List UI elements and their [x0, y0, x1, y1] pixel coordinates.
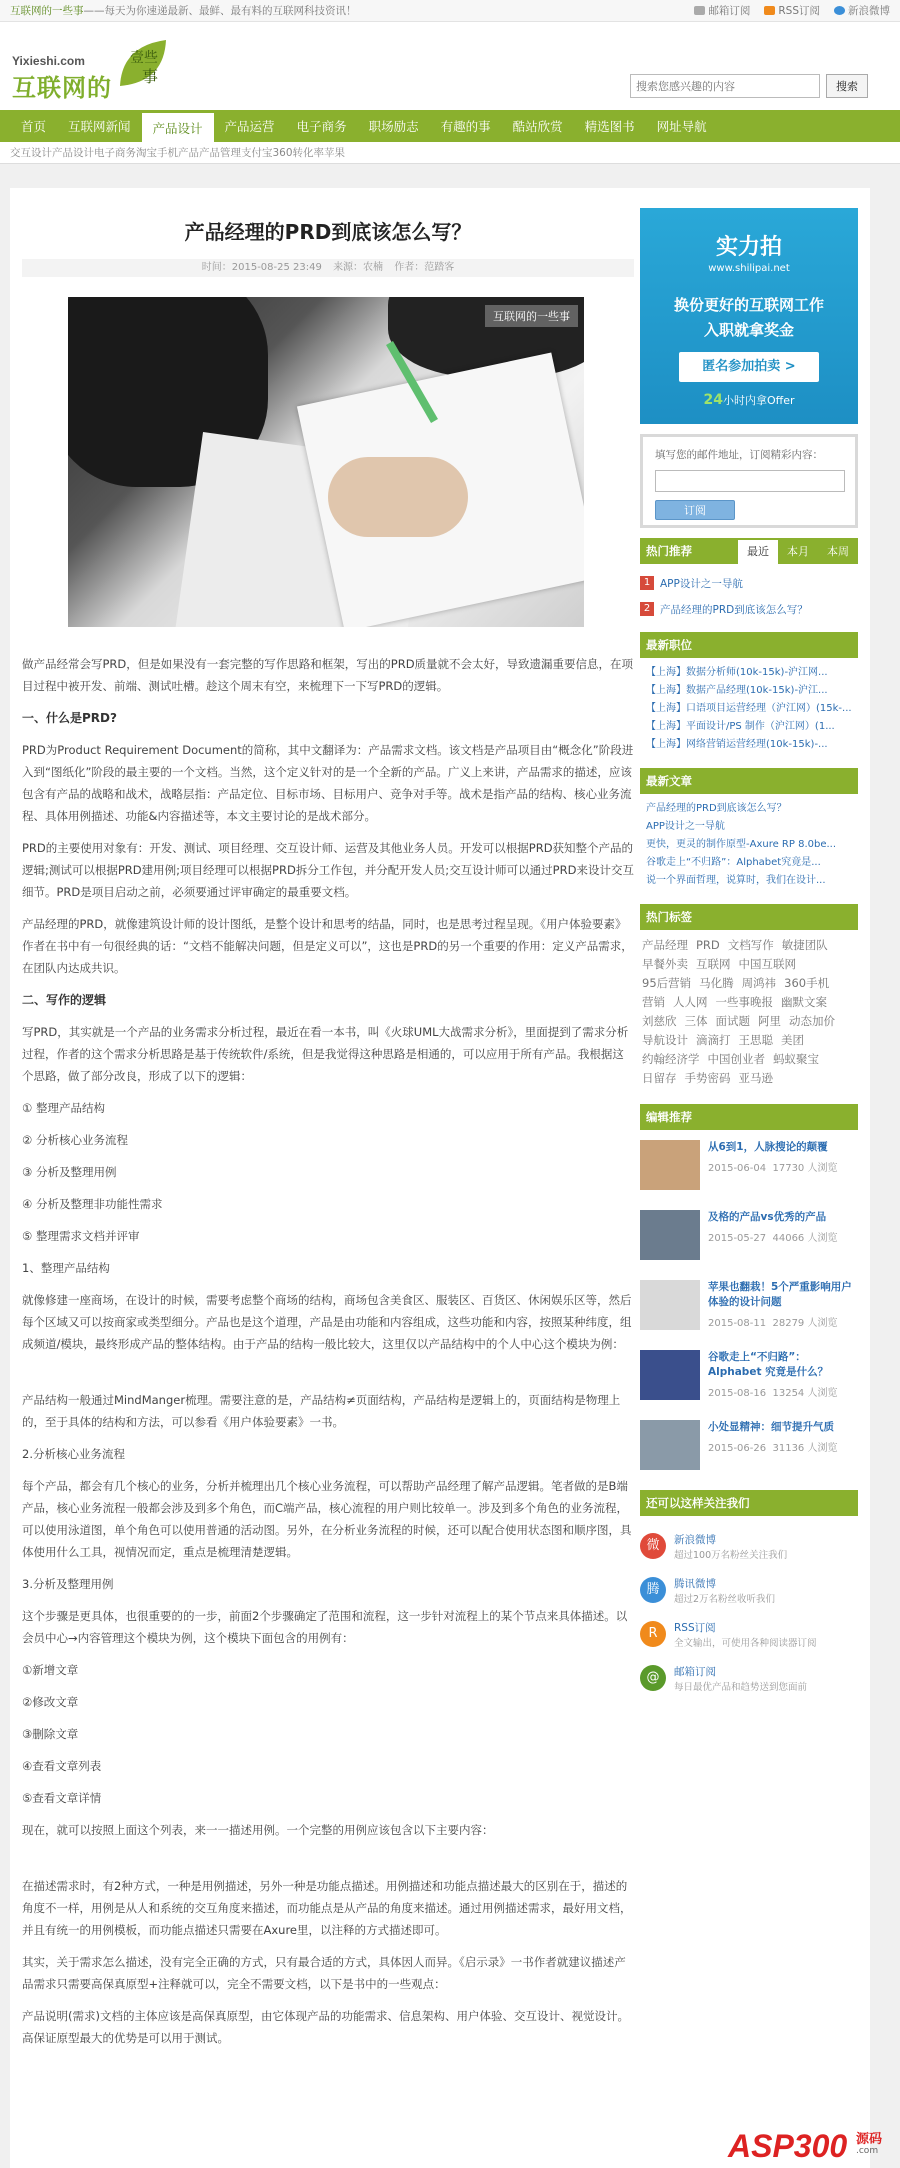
paragraph: 其实，关于需求怎么描述，没有完全正确的方式，只有最合适的方式，具体因人而异。《启示录》一书作者就建议描述产品需求只需要高保真原型+注释就可以，完全不需要文档，以下是书中的一些观点： — [22, 1955, 626, 1991]
search-bar — [630, 74, 868, 98]
tag-link[interactable]: 三体 — [684, 1014, 708, 1028]
editor-pick-item[interactable] — [640, 1210, 858, 1270]
article-link[interactable]: 说一个界面哲理，说算时，我们在设计... — [646, 875, 826, 886]
subnav-item[interactable]: 交互设计 — [10, 147, 52, 159]
ad-headline: 换份更好的互联网工作 — [673, 296, 824, 314]
subnav-item[interactable]: 360 — [272, 146, 293, 159]
follow-title[interactable]: 新浪微博 — [674, 1533, 716, 1546]
hot-recommend-box — [640, 538, 858, 622]
paragraph: 产品说明(需求)文档的主体应该是高保真原型，由它体现产品的功能需求、信息架构、用户体验、交互设计、视觉设计。高保证原型最大的优势是可以用于测试。 — [22, 2009, 629, 2045]
article-link[interactable]: APP设计之一导航 — [646, 821, 725, 832]
paragraph: ② 分析核心业务流程 — [22, 1133, 128, 1147]
article-author: 作者：范踏客 — [394, 262, 455, 273]
ad-subheadline: 入职就拿奖金 — [703, 321, 794, 339]
job-link[interactable]: 【上海】数据产品经理(10k-15k)-沪江... — [646, 685, 828, 696]
jobs-list — [640, 658, 858, 758]
subnav-item[interactable]: 苹果 — [324, 147, 346, 159]
header — [0, 22, 900, 110]
editor-pick-meta: 2015-08-11 28279 人浏览 — [708, 1318, 838, 1329]
nav-item-internet-news[interactable]: 互联网新闻 — [68, 119, 131, 134]
editor-pick-title[interactable]: 小处显精神：细节提升气质 — [708, 1421, 834, 1433]
thumbnail — [640, 1280, 700, 1330]
tag-link[interactable]: 王思聪 — [738, 1033, 773, 1047]
search-button[interactable]: 搜索 — [826, 74, 868, 98]
paragraph: ① 整理产品结构 — [22, 1101, 105, 1115]
subscribe-button[interactable]: 订阅 — [655, 500, 735, 520]
nav-item-home[interactable]: 首页 — [21, 119, 47, 134]
list-item[interactable]: 1 APP设计之一导航 — [640, 570, 858, 596]
follow-title[interactable]: RSS订阅 — [674, 1621, 716, 1634]
tab-week[interactable]: 本周 — [827, 545, 849, 558]
email-subscribe-box — [640, 434, 858, 528]
thumbnail — [640, 1420, 700, 1470]
tag-link[interactable]: 中国互联网 — [738, 957, 796, 971]
image-watermark: 互联网的一些事 — [485, 305, 578, 327]
paragraph: ②修改文章 — [22, 1695, 79, 1709]
subscribe-label: 填写您的邮件地址，订阅精彩内容： — [655, 449, 823, 461]
thumbnail — [640, 1140, 700, 1190]
editor-pick-title[interactable]: 苹果也翻栽！5个严重影响用户体验的设计问题 — [708, 1281, 852, 1308]
tag-link[interactable]: 营销 — [642, 995, 665, 1009]
latest-articles-list — [640, 794, 858, 894]
tags-list — [640, 930, 858, 1094]
tag-link[interactable]: 幽默文案 — [781, 995, 827, 1009]
image-placeholder — [22, 1851, 634, 1875]
rss-icon — [764, 6, 775, 15]
paragraph: 每个产品，都会有几个核心的业务，分析并梳理出几个核心业务流程，可以帮助产品经理了解产品逻辑。笔者做的是B端产品，核心业务流程一般都会涉及到多个角色，而C端产品，核心流程的用户则比较单一。涉及到多个角色的业务流程，可以使用泳道图，单个角色可以使用普通的活动图。另外，在分析业务流程的时候，还可以配合使用状态图和顺序图，具体使用什么工具，视情况而定，重点是梳理清楚逻辑。 — [22, 1479, 632, 1559]
subnav-item[interactable]: 转化率 — [292, 147, 325, 159]
site-slogan — [10, 3, 357, 18]
paragraph: PRD的主要使用对象有：开发、测试、项目经理、交互设计师、运营及其他业务人员。开发可以根据PRD获知整个产品的逻辑;测试可以根据PRD建用例;项目经理可以根据PRD拆分工作包，并分配开发人员;交互设计师可以通过PRD来设计交互细节。PRD是项目启动之前，必须要通过评审确定的最重要文档。 — [22, 841, 634, 899]
subnav-item[interactable]: 电子商务 — [94, 147, 136, 159]
nav-item-cool-sites[interactable]: 酷站欣赏 — [512, 119, 563, 134]
top-bar — [0, 0, 900, 22]
ad-join-button[interactable]: 匿名参加拍卖 > — [679, 352, 819, 382]
editor-pick-title: 编辑推荐 — [640, 1104, 858, 1130]
tag-link[interactable]: PRD — [696, 938, 720, 952]
editor-pick-meta: 2015-05-27 44066 人浏览 — [708, 1233, 838, 1244]
follow-item[interactable] — [640, 1526, 858, 1566]
nav-item-directory[interactable]: 网址导航 — [656, 119, 707, 134]
paragraph: ④ 分析及整理非功能性需求 — [22, 1197, 163, 1211]
image-placeholder — [22, 1365, 634, 1389]
job-link[interactable]: 【上海】网络营销运营经理(10k-15k)-... — [646, 739, 828, 750]
article-body — [22, 653, 634, 2049]
tab-month[interactable]: 本月 — [787, 545, 809, 558]
thumbnail — [640, 1210, 700, 1260]
subnav-item[interactable]: 产品管理 — [199, 147, 241, 159]
paragraph: 1、整理产品结构 — [22, 1261, 110, 1275]
rss-icon: R — [640, 1621, 666, 1647]
article-hero-image — [68, 297, 584, 627]
list-item[interactable]: 2 产品经理的PRD到底该怎么写？ — [640, 596, 858, 622]
tag-link[interactable]: 马化腾 — [699, 976, 734, 990]
hot-recommend-title: 热门推荐 — [646, 544, 692, 558]
tag-link[interactable]: 一些事晚报 — [715, 995, 773, 1009]
editor-pick-item[interactable] — [640, 1350, 858, 1410]
subnav-item[interactable]: 支付宝 — [241, 147, 273, 159]
asp300-watermark-logo: ASP300 源码 .com — [728, 2128, 883, 2164]
article-link[interactable]: 更快，更灵的制作原型-Axure RP 8.0be... — [646, 839, 837, 850]
tag-link[interactable]: 面试题 — [715, 1014, 750, 1028]
site-logo[interactable] — [12, 36, 172, 100]
follow-item[interactable] — [640, 1614, 858, 1654]
follow-item[interactable] — [640, 1658, 858, 1698]
follow-us-box — [640, 1490, 858, 1698]
tag-link[interactable]: 产品经理 — [642, 938, 688, 952]
subnav-item[interactable]: 淘宝 — [136, 147, 157, 159]
tag-link[interactable]: 互联网 — [696, 957, 731, 971]
editor-pick-list — [640, 1140, 858, 1480]
paragraph: 产品结构一般通过MindManger梳理。需要注意的是，产品结构≠页面结构，产品结构是逻辑上的，页面结构是物理上的，至于具体的结构和方法，可以参看《用户体验要素》一书。 — [22, 1393, 621, 1429]
tag-link[interactable]: 敏捷团队 — [781, 938, 828, 952]
tag-link[interactable]: 蚂蚁聚宝 — [773, 1052, 819, 1066]
tag-link[interactable]: 动态加价 — [789, 1014, 835, 1028]
tab-recent[interactable]: 最近 — [738, 540, 778, 564]
latest-articles-title: 最新文章 — [640, 768, 858, 794]
main-nav — [0, 110, 900, 142]
editor-pick-meta: 2015-06-04 17730 人浏览 — [708, 1163, 838, 1174]
editor-pick-meta: 2015-08-16 13254 人浏览 — [708, 1388, 838, 1399]
nav-item-fun[interactable]: 有趣的事 — [440, 119, 491, 134]
site-name-link[interactable]: 互联网的一些事 — [10, 5, 84, 17]
ad-brand: 实力拍 — [715, 235, 782, 260]
nav-item-career[interactable]: 职场励志 — [368, 119, 419, 134]
follow-desc: 每日最优产品和趋势送到您面前 — [674, 1681, 808, 1693]
tag-link[interactable]: 阿里 — [758, 1014, 781, 1028]
editor-pick-title[interactable]: 从6到1，人脉搜论的颠覆 — [708, 1141, 828, 1153]
paragraph: 做产品经常会写PRD，但是如果没有一套完整的写作思路和框架，写出的PRD质量就不会太好，导致遗漏重要信息，在项目过程中被开发、前端、测试吐槽。趁这个周末有空，来梳理下一下写PRD的逻辑。 — [22, 657, 634, 693]
rss-subscribe-link[interactable]: RSS订阅 — [764, 3, 820, 18]
paragraph: 3.分析及整理用例 — [22, 1577, 114, 1591]
article-link[interactable]: 谷歌走上“不归路”：Alphabet究竟是... — [646, 857, 821, 868]
paragraph: 产品经理的PRD，就像建筑设计师的设计图纸，是整个设计和思考的结晶，同时，也是思考过程呈现。《用户体验要素》作者在书中有一句很经典的话：“文档不能解决问题，但是定义可以”，这也是PRD的另一个重要的作用：定义产品需求，在团队内达成共识。 — [22, 917, 633, 975]
editor-pick-box — [640, 1104, 858, 1480]
svg-text:事: 事 — [142, 67, 159, 86]
leaf-logo-icon — [112, 36, 174, 98]
follow-item[interactable] — [640, 1570, 858, 1610]
section-heading: 二、写作的逻辑 — [22, 993, 107, 1007]
mail-icon — [694, 6, 705, 15]
tag-link[interactable]: 文档写作 — [727, 938, 774, 952]
ad-url: www.shilipai.net — [708, 263, 790, 274]
subnav-item[interactable]: 产品设计 — [52, 147, 94, 159]
tag-link[interactable]: 导航设计 — [642, 1033, 688, 1047]
tag-link[interactable]: 日留存 — [642, 1071, 677, 1085]
editor-pick-title[interactable]: 及格的产品vs优秀的产品 — [708, 1211, 827, 1223]
mail-subscribe-link[interactable]: 邮箱订阅 — [694, 3, 750, 18]
tag-link[interactable]: 滴滴打 — [696, 1033, 731, 1047]
article-source: 来源：农楠 — [333, 262, 384, 273]
follow-us-title: 还可以这样关注我们 — [640, 1490, 858, 1516]
tag-link[interactable]: 人人网 — [673, 995, 708, 1009]
subscribe-email-input[interactable] — [655, 470, 845, 492]
page-container — [10, 188, 870, 2168]
sidebar — [640, 208, 858, 1698]
paragraph: 2.分析核心业务流程 — [22, 1447, 125, 1461]
job-link[interactable]: 【上海】平面设计/PS 制作（沪江网）(1... — [646, 721, 835, 732]
follow-desc: 超过100万名粉丝关注我们 — [674, 1549, 788, 1561]
follow-list — [640, 1516, 858, 1698]
article-meta — [22, 259, 634, 277]
tag-link[interactable]: 中国创业者 — [707, 1052, 765, 1066]
paragraph: ④查看文章列表 — [22, 1759, 102, 1773]
follow-desc: 超过2万名粉丝收听我们 — [674, 1593, 776, 1605]
latest-jobs-box — [640, 632, 858, 758]
article-link[interactable]: 产品经理的PRD到底该怎么写？ — [646, 803, 787, 814]
hot-tabs — [738, 540, 858, 564]
hot-list — [640, 564, 858, 622]
paragraph: 就像修建一座商场，在设计的时候，需要考虑整个商场的结构，商场包含美食区、服装区、百货区、休闲娱乐区等，然后每个区域又可以按商家或类型细分。产品也是这个道理，产品是由功能和内容组成，这些功能和内容，按照某种纬度，组成频道/模块，最终形成产品的整体结构。由于产品的结构一般比较大，这里仅以产品结构中的个人中心这个模块为例： — [22, 1293, 632, 1351]
paragraph: 现在，就可以按照上面这个列表，来一一描述用例。一个完整的用例应该包含以下主要内容： — [22, 1823, 494, 1837]
follow-desc: 全文输出，可使用各种阅读器订阅 — [674, 1637, 817, 1649]
editor-pick-title[interactable]: 谷歌走上“不归路”：Alphabet 究竟是什么？ — [708, 1351, 829, 1378]
section-heading: 一、什么是PRD? — [22, 711, 117, 725]
paragraph: ③ 分析及整理用例 — [22, 1165, 117, 1179]
top-links — [694, 3, 890, 18]
nav-item-product-operation[interactable]: 产品运营 — [224, 119, 275, 134]
article-time: 时间：2015-08-25 23:49 — [201, 262, 322, 273]
paragraph: 在描述需求时，有2种方式，一种是用例描述，另外一种是功能点描述。用例描述和功能点描述最大的区别在于，描述的角度不一样，用例是从人和系统的交互角度来描述，而功能点是从产品的角度来描述。通过用例描述需求，最好用文档，并且有统一的用例模板，而功能点描述只需要在Axure里，以注释的方式描述即可。 — [22, 1879, 632, 1937]
follow-title[interactable]: 腾讯微博 — [674, 1577, 716, 1590]
editor-pick-meta: 2015-06-26 31136 人浏览 — [708, 1443, 838, 1454]
weibo-icon — [834, 6, 845, 15]
follow-title[interactable]: 邮箱订阅 — [674, 1665, 716, 1678]
tag-link[interactable]: 早餐外卖 — [642, 957, 688, 971]
article-title: 产品经理的PRD到底该怎么写？ — [184, 220, 472, 244]
shilipai-ad-banner[interactable] — [640, 208, 858, 424]
hot-tags-title: 热门标签 — [640, 904, 858, 930]
paragraph: ⑤查看文章详情 — [22, 1791, 102, 1805]
slogan-text: ——每天为你速递最新、最鲜、最有料的互联网科技资讯！ — [83, 5, 357, 17]
tag-link[interactable]: 360手机 — [784, 976, 830, 990]
paragraph: ⑤ 整理需求文档并评审 — [22, 1229, 140, 1243]
svg-text:壹些: 壹些 — [130, 50, 158, 66]
editor-pick-item[interactable] — [640, 1140, 858, 1200]
tag-link[interactable]: 周鸿祎 — [741, 976, 777, 990]
logo-domain: Yixieshi.com — [12, 54, 85, 68]
article — [22, 188, 634, 2059]
weibo-icon: 微 — [640, 1533, 666, 1559]
paragraph: ①新增文章 — [22, 1663, 79, 1677]
subnav-item[interactable]: 手机产品 — [157, 147, 199, 159]
tag-link[interactable]: 95后营销 — [642, 976, 692, 990]
editor-pick-item[interactable] — [640, 1280, 858, 1340]
nav-item-product-design[interactable]: 产品设计 — [142, 110, 214, 142]
tag-link[interactable]: 美团 — [781, 1033, 804, 1047]
tag-link[interactable]: 手势密码 — [684, 1071, 731, 1085]
paragraph: 这个步骤是更具体，也很重要的的一步，前面2个步骤确定了范围和流程，这一步针对流程上的某个节点来具体描述。以会员中心→内容管理这个模块为例，这个模块下面包含的用例有： — [22, 1609, 628, 1645]
sub-nav — [0, 142, 900, 164]
tag-link[interactable]: 约翰经济学 — [642, 1052, 700, 1066]
paragraph: 写PRD，其实就是一个产品的业务需求分析过程，最近在看一本书，叫《火球UML大战需求分析》，里面提到了需求分析过程，作者的这个需求分析思路是基于传统软件/系统，但是我觉得这种思路是相通的，可以应用于所有产品。我根据这个思路，做了部分改良，形成了以下的逻辑： — [22, 1025, 629, 1083]
latest-jobs-title: 最新职位 — [640, 632, 858, 658]
paragraph: ③删除文章 — [22, 1727, 79, 1741]
job-link[interactable]: 【上海】口语项目运营经理（沪江网）(15k-... — [646, 703, 852, 714]
mail-icon: @ — [640, 1665, 666, 1691]
tag-link[interactable]: 亚马逊 — [738, 1071, 773, 1085]
thumbnail — [640, 1350, 700, 1400]
tencent-weibo-icon: 腾 — [640, 1577, 666, 1603]
latest-articles-box — [640, 768, 858, 894]
tag-link[interactable]: 刘慈欣 — [642, 1014, 677, 1028]
editor-pick-item[interactable] — [640, 1420, 858, 1480]
nav-item-ecommerce[interactable]: 电子商务 — [296, 119, 347, 134]
job-link[interactable]: 【上海】数据分析师(10k-15k)-沪江网... — [646, 667, 828, 678]
hot-tags-box — [640, 904, 858, 1094]
nav-item-books[interactable]: 精选图书 — [584, 119, 635, 134]
search-input[interactable] — [630, 74, 820, 98]
paragraph: PRD为Product Requirement Document的简称，其中文翻译为：产品需求文档。该文档是产品项目由“概念化”阶段进入到“图纸化”阶段的最主要的一个文档。当然，这个定义针对的是一个全新的产品。广义上来讲，产品需求的描述，应该包含有产品的战略和战术，战略层指：产品定位、目标市场、目标用户、竞争对手等。战术是指产品的结构、核心业务流程、具体用例描述、功能&内容描述等，本文主要讨论的是战术部分。 — [22, 743, 634, 823]
logo-name: 互联网的 — [12, 74, 112, 102]
weibo-link[interactable]: 新浪微博 — [834, 3, 890, 18]
ad-offer: 24小时内拿Offer — [703, 392, 795, 408]
